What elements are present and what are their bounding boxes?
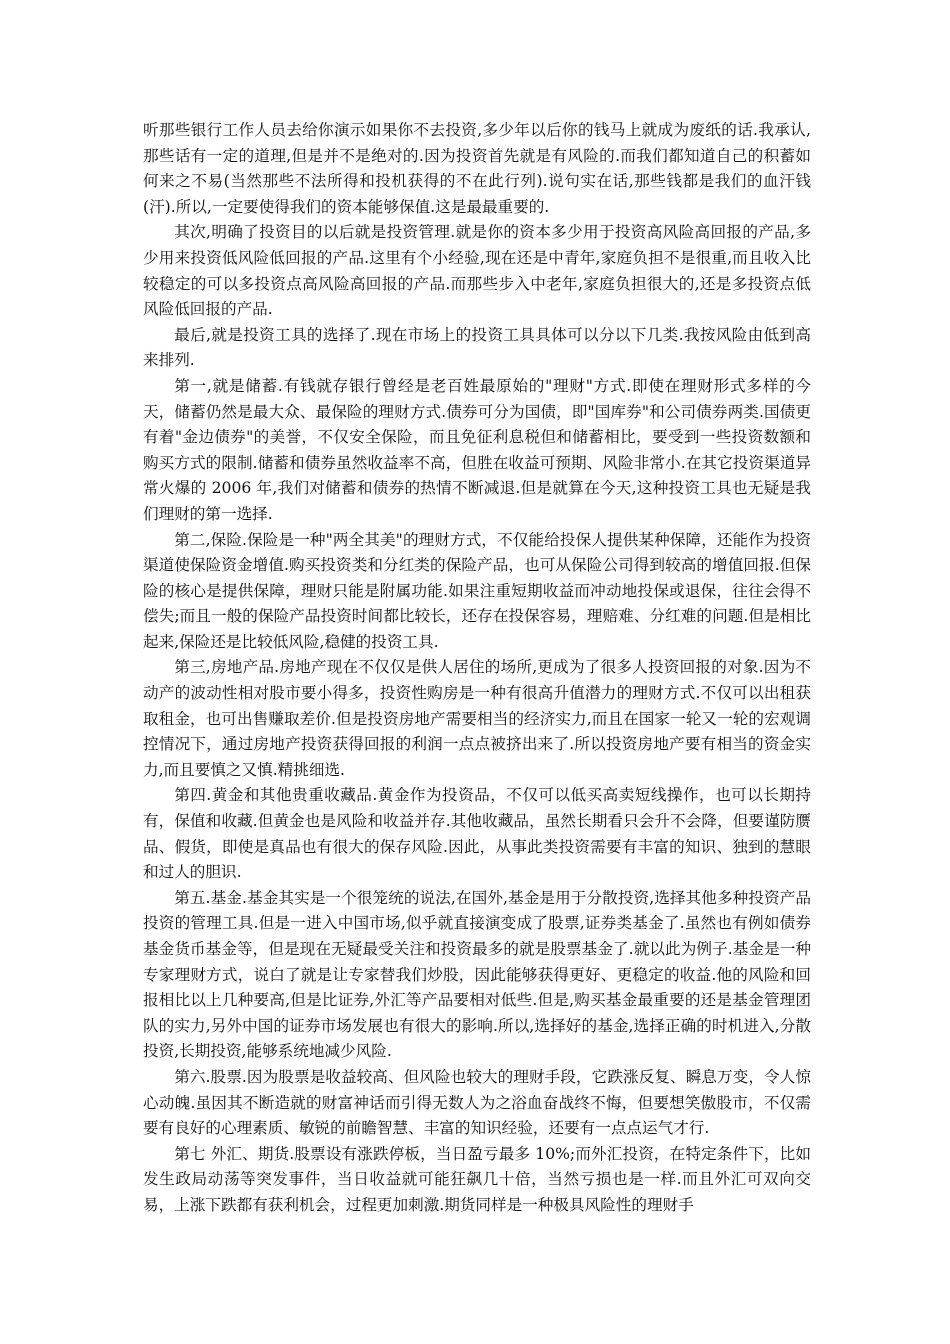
- paragraph-intro-continuation: 听那些银行工作人员去给你演示如果你不去投资,多少年以后你的钱马上就成为废纸的话.我承认,那些话有一定的道理,但是并不是绝对的.因为投资首先就是有风险的.而我们都知道自己的积蓄如何来之不易(当然那些不法所得和投机获得的不在此行列).说句实在话,那些钱都是我们的血汗钱(汗).所以,一定要使得我们的资本能够保值.这是最最重要的.: [143, 121, 811, 216]
- paragraph-insurance: 第二,保险.保险是一种"两全其美"的理财方式，不仅能给投保人提供某种保障，还能作为投资渠道使保险资金增值.购买投资类和分红类的保险产品，也可从保险公司得到较高的增值回报.但保险的核心是提供保障，理财只能是附属功能.如果注重短期收益而冲动地投保或退保，往往会得不偿失;而且一般的保险产品投资时间都比较长，还存在投保容易，理赔难、分红难的问题.但是相比起来,保险还是比较低风险,稳健的投资工具.: [143, 530, 811, 651]
- paragraph-forex-futures: 第七 外汇、期货.股票设有涨跌停板，当日盈亏最多 10%;而外汇投资，在特定条件下，比如发生政局动荡等突发事件，当日收益就可能狂飙几十倍，当然亏损也是一样.而且外汇可双向交易，上涨下跌都有获利机会，过程更加刺激.期货同样是一种极具风险性的理财手: [143, 1144, 811, 1214]
- paragraph-investment-tools: 最后,就是投资工具的选择了.现在市场上的投资工具具体可以分以下几类.我按风险由低到高来排列.: [143, 325, 811, 370]
- paragraph-stocks: 第六.股票.因为股票是收益较高、但风险也较大的理财手段，它跌涨反复、瞬息万变，令人惊心动魄.虽因其不断造就的财富神话而引得无数人为之浴血奋战终不悔，但要想笑傲股市，不仅需要有良好的心理素质、敏锐的前瞻智慧、丰富的知识经验，还要有一点点运气才行.: [143, 1067, 811, 1138]
- paragraph-gold-collectibles: 第四.黄金和其他贵重收藏品.黄金作为投资品，不仅可以低买高卖短线操作，也可以长期持有，保值和收藏.但黄金也是风险和收益并存.其他收藏品，虽然长期看只会升不会降，但要谨防赝品、假货，即使是真品也有很大的保存风险.因此，从事此类投资需要有丰富的知识、独到的慧眼和过人的胆识.: [143, 786, 811, 882]
- paragraph-investment-management: 其次,明确了投资目的以后就是投资管理.就是你的资本多少用于投资高风险高回报的产品,多少用来投资低风险低回报的产品.这里有个小经验,现在还是中青年,家庭负担不是很重,而且收入比较稳定的可以多投资点高风险高回报的产品.而那些步入中老年,家庭负担很大的,还是多投资点低风险低回报的产品.: [143, 223, 811, 319]
- paragraph-funds: 第五.基金.基金其实是一个很笼统的说法,在国外,基金是用于分散投资,选择其他多种投资产品投资的管理工具.但是一进入中国市场,似乎就直接演变成了股票,证券类基金了.虽然也有例如债券基金货币基金等，但是现在无疑最受关注和投资最多的就是股票基金了.就以此为例子.基金是一种专家理财方式，说白了就是让专家替我们炒股，因此能够获得更好、更稳定的收益.他的风险和回报相比以上几种要高,但是比证券,外汇等产品要相对低些.但是,购买基金最重要的还是基金管理团队的实力,另外中国的证券市场发展也有很大的影响.所以,选择好的基金,选择正确的时机进入,分散投资,长期投资,能够系统地减少风险.: [143, 888, 811, 1061]
- paragraph-savings: 第一,就是储蓄.有钱就存银行曾经是老百姓最原始的"理财"方式.即使在理财形式多样的今天，储蓄仍然是最大众、最保险的理财方式.债券可分为国债，即"国库券"和公司债券两类.国债更有着"金边债券"的美誉，不仅安全保险，而且免征利息税但和储蓄相比，要受到一些投资数额和购买方式的限制.储蓄和债券虽然收益率不高，但胜在收益可预期、风险非常小.在其它投资渠道异常火爆的 2006 年,我们对储蓄和债券的热情不断减退.但是就算在今天,这种投资工具也无疑是我们理财的第一选择.: [143, 376, 811, 523]
- paragraph-real-estate: 第三,房地产品.房地产现在不仅仅是供人居住的场所,更成为了很多人投资回报的对象.因为不动产的波动性相对股市要小得多，投资性购房是一种有很高升值潜力的理财方式.不仅可以出租获取租金，也可出售赚取差价.但是投资房地产需要相当的经济实力,而且在国家一轮又一轮的宏观调控情况下，通过房地产投资获得回报的利润一点点被挤出来了.所以投资房地产要有相当的资金实力,而且要慎之又慎.精挑细选.: [143, 658, 811, 779]
- document-page: [143, 118, 811, 1219]
